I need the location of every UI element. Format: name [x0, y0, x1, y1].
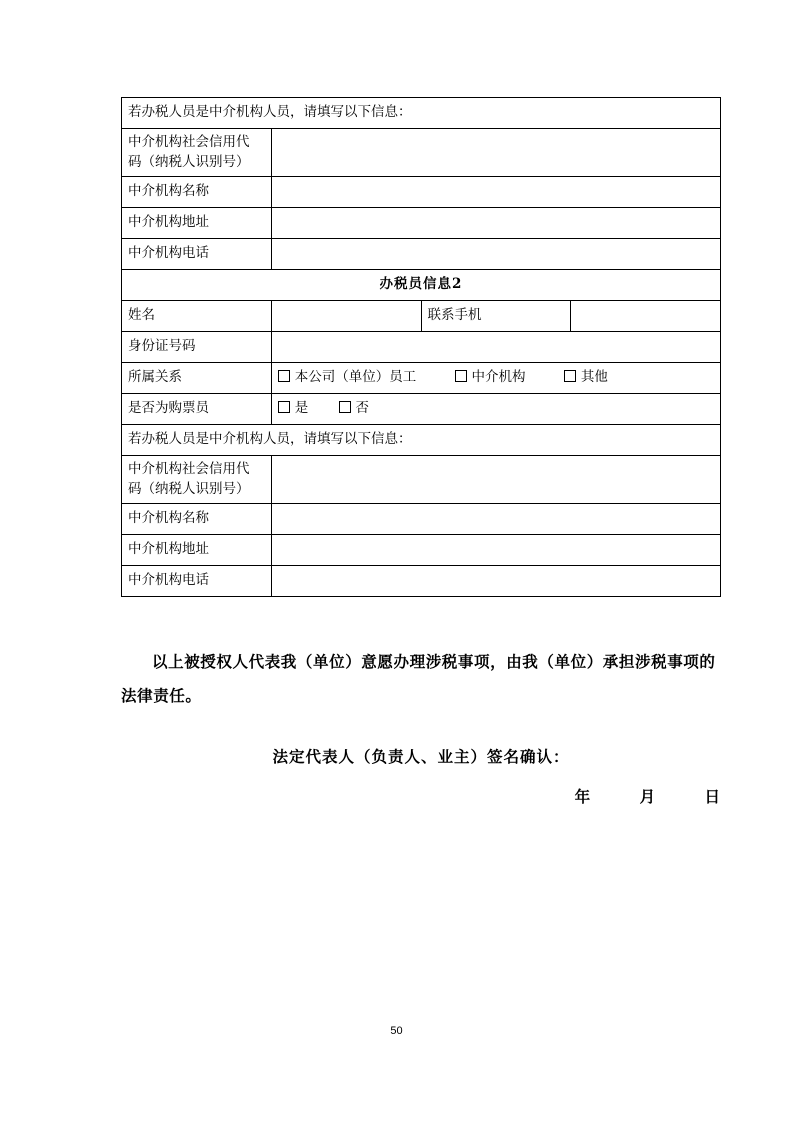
- intermediary-name-value-bottom[interactable]: [271, 504, 720, 535]
- table-row-intermediary-address-bottom: [122, 535, 721, 566]
- statement-paragraph: 以上被授权人代表我（单位）意愿办理涉税事项，由我（单位）承担涉税事项的法律责任。: [121, 652, 716, 706]
- table-row-intermediary-phone-bottom: [122, 566, 721, 597]
- intermediary-phone-value-bottom[interactable]: [271, 566, 720, 597]
- phone-label: 联系手机: [421, 301, 571, 332]
- invoice-option-yes-label: 是: [294, 400, 309, 417]
- checkbox-icon[interactable]: [278, 401, 290, 413]
- invoice-purchaser-options: [271, 394, 720, 425]
- name-value[interactable]: [271, 301, 421, 332]
- invoice-purchaser-label: 是否为购票员: [122, 394, 272, 425]
- phone-value[interactable]: [571, 301, 721, 332]
- table-row-intermediary-note-top: [122, 98, 721, 129]
- credit-code-value-top[interactable]: [271, 129, 720, 177]
- intermediary-name-label-bottom: 中介机构名称: [122, 504, 272, 535]
- intermediary-phone-value-top[interactable]: [271, 239, 720, 270]
- relation-option-employee[interactable]: [278, 368, 417, 388]
- page-number: 50: [390, 1025, 403, 1037]
- intermediary-note-top: 若办税人员是中介机构人员，请填写以下信息：: [122, 98, 721, 129]
- table-row-intermediary-name-top: [122, 177, 721, 208]
- table-row-section-title: [122, 270, 721, 301]
- intermediary-address-label-top: 中介机构地址: [122, 208, 272, 239]
- relation-option-employee-label: 本公司（单位）员工: [294, 369, 417, 386]
- intermediary-phone-label-bottom: 中介机构电话: [122, 566, 272, 597]
- table-row-intermediary-phone-top: [122, 239, 721, 270]
- intermediary-name-value-top[interactable]: [271, 177, 720, 208]
- intermediary-address-label-bottom: 中介机构地址: [122, 535, 272, 566]
- id-number-value[interactable]: [271, 332, 720, 363]
- invoice-option-yes[interactable]: [278, 399, 309, 419]
- table-row-relation: [122, 363, 721, 394]
- credit-code-label-bottom: 中介机构社会信用代 码（纳税人识别号）: [122, 456, 272, 504]
- relation-option-intermediary-label: 中介机构: [471, 369, 526, 386]
- section-title: 办税员信息2: [122, 270, 721, 301]
- relation-options: [271, 363, 720, 394]
- table-row-intermediary-address-top: [122, 208, 721, 239]
- intermediary-note-bottom: 若办税人员是中介机构人员，请填写以下信息：: [122, 425, 721, 456]
- name-label: 姓名: [122, 301, 272, 332]
- table-row-intermediary-note-bottom: [122, 425, 721, 456]
- table-row-credit-code-top: [122, 129, 721, 177]
- intermediary-name-label-top: 中介机构名称: [122, 177, 272, 208]
- credit-code-label-top: 中介机构社会信用代 码（纳税人识别号）: [122, 129, 272, 177]
- table-row-id-number: [122, 332, 721, 363]
- credit-code-value-bottom[interactable]: [271, 456, 720, 504]
- invoice-option-no-label: 否: [355, 400, 370, 417]
- checkbox-icon[interactable]: [278, 370, 290, 382]
- agent-info-table: [121, 97, 721, 597]
- table-row-credit-code-bottom: [122, 456, 721, 504]
- table-row-name-phone: [122, 301, 721, 332]
- signature-line: 法定代表人（负责人、业主）签名确认：: [272, 747, 570, 766]
- intermediary-address-value-bottom[interactable]: [271, 535, 720, 566]
- intermediary-address-value-top[interactable]: [271, 208, 720, 239]
- invoice-option-no[interactable]: [339, 399, 370, 419]
- table-row-intermediary-name-bottom: [122, 504, 721, 535]
- table-row-invoice-purchaser: [122, 394, 721, 425]
- relation-label: 所属关系: [122, 363, 272, 394]
- date-day: 日: [704, 787, 721, 806]
- relation-option-other[interactable]: [564, 368, 608, 388]
- date-line: [121, 780, 776, 814]
- date-month: 月: [639, 787, 657, 806]
- checkbox-icon[interactable]: [455, 370, 467, 382]
- relation-option-intermediary[interactable]: [455, 368, 526, 388]
- id-number-label: 身份证号码: [122, 332, 272, 363]
- relation-option-other-label: 其他: [580, 369, 608, 386]
- date-year: 年: [574, 787, 592, 806]
- checkbox-icon[interactable]: [564, 370, 576, 382]
- checkbox-icon[interactable]: [339, 401, 351, 413]
- intermediary-phone-label-top: 中介机构电话: [122, 239, 272, 270]
